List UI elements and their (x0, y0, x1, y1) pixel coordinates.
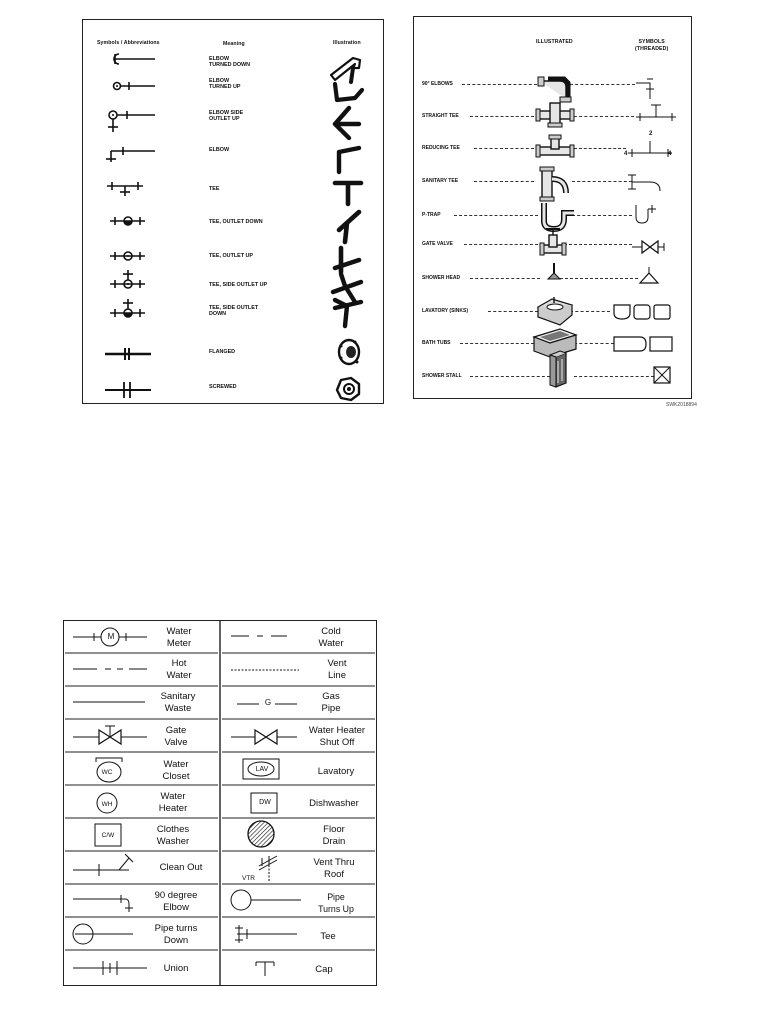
fixture-drawings (414, 17, 692, 398)
union-icon (73, 961, 147, 975)
p-trap-symbol-icon (636, 205, 656, 223)
lavatory-mark: LAV (255, 766, 269, 773)
meaning-tee-outlet-down: TEE, OUTLET DOWN (209, 219, 263, 225)
label-union: Union (163, 963, 189, 974)
meaning-elbow: ELBOW (209, 147, 230, 153)
reducing-size-top: 2 (649, 131, 653, 137)
symbols-threaded-header: SYMBOLS (THREADED) (635, 39, 669, 52)
reducing-size-right: 4 (668, 151, 672, 157)
clean-out-icon (73, 854, 133, 876)
water-closet-icon (96, 758, 122, 782)
meaning-screwed: SCREWED (209, 384, 237, 390)
label-vent-line: Vent Line (327, 658, 347, 681)
water-heater-icon (97, 793, 117, 813)
water-meter-mark: M (107, 632, 115, 641)
label-hot-water: Hot Water (166, 658, 192, 681)
water-closet-mark: WC (101, 769, 113, 776)
meaning-tee: TEE (209, 186, 220, 192)
elbow-illustration-icon (331, 58, 360, 82)
clothes-washer-mark: C/W (101, 832, 115, 839)
label-water-meter: Water Meter (166, 626, 192, 649)
label-gas-pipe: Gas Pipe (321, 691, 341, 714)
tee-side-up-illustration-icon (333, 274, 361, 302)
meaning-elbow-turned-down: ELBOW TURNED DOWN (209, 56, 251, 68)
straight-tee-symbol-icon (636, 105, 676, 121)
gate-valve-illustration-icon (540, 229, 566, 255)
label-bath-tubs: BATH TUBS (422, 340, 451, 346)
figure-code: SWK2018894 (666, 402, 697, 408)
label-pipe-turns-down: Pipe turns Down (154, 923, 198, 946)
water-meter-icon (73, 628, 147, 646)
gate-valve-icon (73, 726, 147, 744)
elbow-side-illustration-icon (335, 108, 359, 138)
reducing-tee-symbol-icon (628, 141, 672, 157)
label-tee: Tee (320, 931, 336, 942)
label-90-degree-elbow: 90 degree Elbow (154, 890, 198, 913)
floor-drain-icon (248, 821, 274, 847)
label-sanitary-waste: Sanitary Waste (160, 691, 196, 714)
label-90-elbows: 90° ELBOWS (422, 81, 453, 87)
p-trap-illustration-icon (544, 203, 574, 229)
flange-illustration-icon (339, 340, 359, 364)
label-p-trap: P-TRAP (422, 212, 441, 218)
straight-tee-illustration-icon (536, 103, 574, 127)
screwed-illustration-icon (337, 378, 359, 400)
label-water-heater-shut-off: Water Heater Shut Off (308, 725, 366, 748)
pipe-fittings-symbols-chart (82, 19, 384, 404)
clothes-washer-icon (95, 824, 121, 846)
label-dishwasher: Dishwasher (309, 798, 359, 809)
label-gate-valve: GATE VALVE (422, 241, 453, 247)
label-cold-water: Cold Water (318, 626, 344, 649)
label-floor-drain: Floor Drain (322, 824, 346, 847)
elbow-plain-illustration-icon (339, 148, 359, 172)
water-heater-mark: WH (101, 801, 113, 808)
meaning-tee-side-outlet-up: TEE, SIDE OUTLET UP (209, 282, 268, 288)
label-reducing-tee: REDUCING TEE (422, 145, 460, 151)
bathtub-symbols-icon (614, 337, 672, 351)
label-gate-valve: Gate Valve (164, 725, 188, 748)
label-water-closet: Water Closet (162, 759, 190, 782)
sanitary-tee-illustration-icon (540, 167, 566, 201)
illustrated-header: ILLUSTRATED (536, 39, 573, 45)
label-clothes-washer: Clothes Washer (156, 824, 190, 847)
meaning-elbow-turned-up: ELBOW TURNED UP (209, 78, 241, 90)
label-lavatory: Lavatory (317, 766, 355, 777)
shower-head-symbol-icon (640, 267, 658, 283)
reducing-size-left: 4 (624, 151, 628, 157)
illustration-header: Illustration (333, 40, 361, 46)
meaning-elbow-side-outlet-up: ELBOW SIDE OUTLET UP (209, 110, 244, 122)
label-vent-thru-roof: Vent Thru Roof (313, 857, 355, 880)
meaning-flanged: FLANGED (209, 349, 236, 355)
gate-valve-symbol-icon (632, 241, 664, 253)
tee-side-down-illustration-icon (335, 300, 361, 326)
pipe-turns-down-icon (73, 924, 133, 944)
label-water-heater: Water Heater (158, 791, 188, 814)
label-lavatory: LAVATORY (SINKS) (422, 308, 469, 314)
lavatory-icon (243, 759, 279, 779)
water-heater-shutoff-icon (231, 730, 297, 744)
legend-symbols (63, 620, 377, 986)
tee-illustration-icon (335, 183, 361, 204)
label-straight-tee: STRAIGHT TEE (422, 113, 459, 119)
label-pipe-turns-up: Pipe Turns Up (318, 892, 354, 914)
shower-head-illustration-icon (548, 263, 560, 279)
sanitary-tee-symbol-icon (628, 175, 660, 191)
cap-icon (256, 962, 274, 976)
label-cap: Cap (315, 964, 333, 975)
illustrated-fixtures-chart (413, 16, 697, 408)
pipe-turns-up-icon (231, 890, 301, 910)
elbow-90-icon (73, 895, 133, 912)
label-shower-head: SHOWER HEAD (422, 275, 461, 281)
meaning-tee-side-outlet-down: TEE, SIDE OUTLET DOWN (209, 305, 259, 317)
elbow-90-illustration-icon (538, 77, 571, 102)
meaning-header: Meaning (223, 41, 245, 47)
shower-stall-illustration-icon (550, 351, 566, 387)
label-shower-stall: SHOWER STALL (422, 373, 462, 379)
lavatory-illustration-icon (538, 297, 572, 325)
label-sanitary-tee: SANITARY TEE (422, 178, 459, 184)
dishwasher-icon (251, 793, 277, 813)
reducing-tee-illustration-icon (536, 135, 574, 157)
plumbing-symbols-legend (63, 620, 377, 986)
tee-icon (235, 925, 297, 943)
illustration-column (83, 20, 383, 403)
elbow-90-symbol-icon (636, 79, 654, 99)
tee-down-illustration-icon (339, 212, 359, 242)
gas-mark: G (264, 698, 272, 707)
vtr-mark: VTR (242, 875, 255, 882)
dishwasher-mark: DW (259, 799, 271, 806)
elbow-up-illustration-icon (335, 84, 362, 100)
symbols-header: Symbols / Abbreviations (97, 40, 160, 46)
meaning-tee-outlet-up: TEE, OUTLET UP (209, 253, 254, 259)
lavatory-symbols-icon (614, 305, 670, 319)
label-clean-out: Clean Out (159, 862, 203, 873)
tee-up-illustration-icon (335, 248, 359, 272)
shower-stall-symbol-icon (654, 367, 670, 383)
vent-thru-roof-icon (259, 856, 277, 882)
